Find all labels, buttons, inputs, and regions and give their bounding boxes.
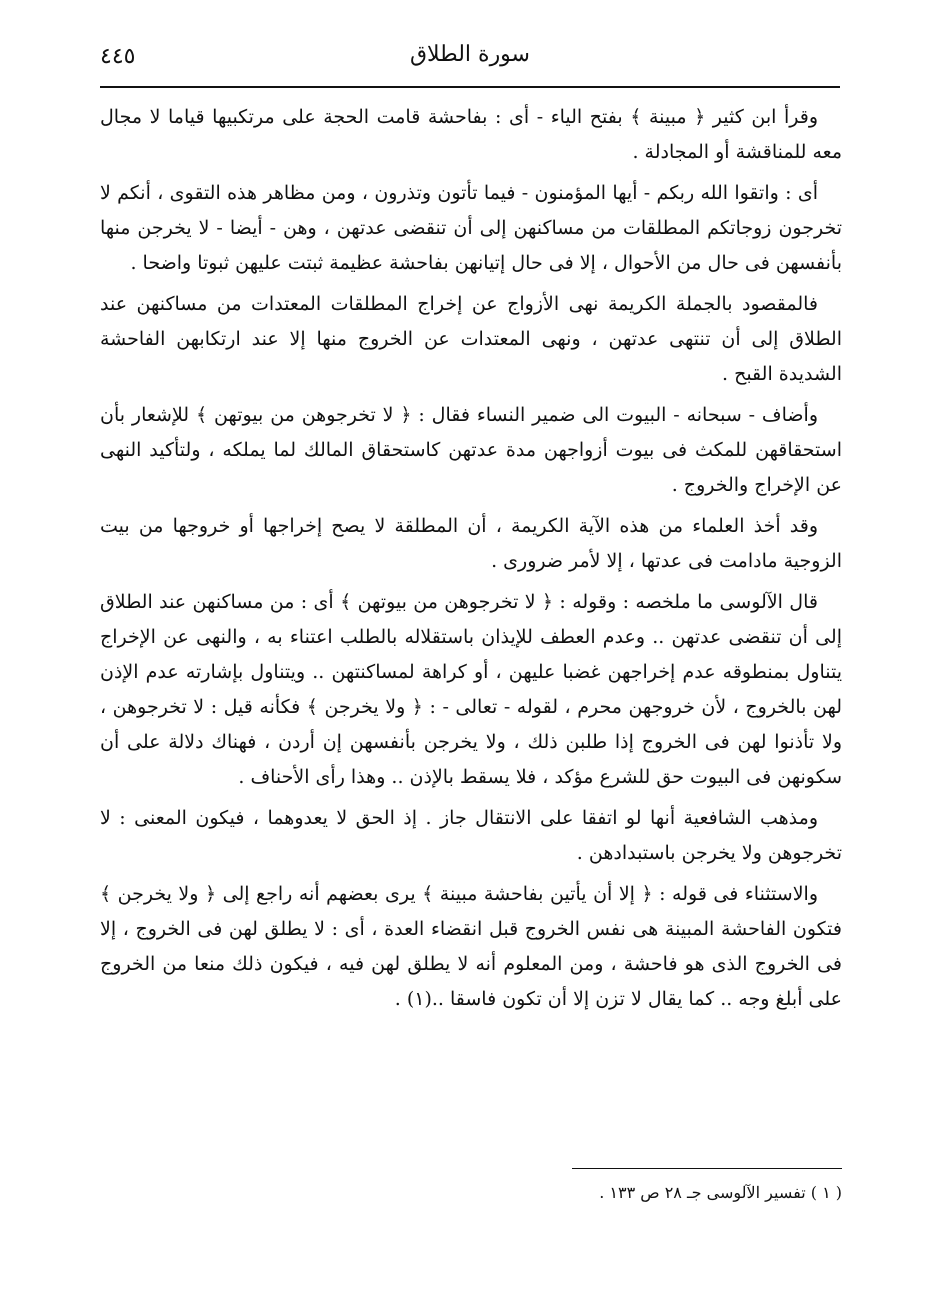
footnote: ( ١ ) تفسير الآلوسى جـ ٢٨ ص ١٣٣ . (599, 1183, 842, 1202)
body-text (100, 100, 842, 1023)
paragraph: والاستثناء فى قوله : ﴿ إلا أن يأتين بفاحشة مبينة ﴾ يرى بعضهم أنه راجع إلى ﴿ ولا يخرجن ﴾ فتكون الفاحشة المبينة هى نفس الخروج قبل انقضاء العدة ، أى : لا يطلق لهن فى الخروج ، إلا فى الخروج الذى هو فاحشة ، ومن المعلوم أنه لا يطلق لهن فيه ، فيكون ذلك منعا من الخروج على أبلغ وجه .. كما يقال لا تزن إلا أن تكون فاسقا ..(١) . (100, 883, 842, 1010)
footnote-rule (572, 1168, 842, 1169)
surah-title: سورة الطلاق (409, 42, 530, 67)
paragraph: وقرأ ابن كثير ﴿ مبينة ﴾ بفتح الياء - أى : بفاحشة قامت الحجة على مرتكبيها قياما لا مجال معه للمناقشة أو المجادلة . (100, 106, 842, 163)
paragraph: فالمقصود بالجملة الكريمة نهى الأزواج عن إخراج المطلقات المعتدات من مساكنهن عند الطلاق إلى أن تنتهى عدتهن ، ونهى المعتدات عن الخروج منها إلا عند ارتكابهن الفاحشة الشديدة القبح . (100, 293, 842, 385)
page-number: ٤٤٥ (100, 44, 136, 69)
paragraph: وأضاف - سبحانه - البيوت الى ضمير النساء فقال : ﴿ لا تخرجوهن من بيوتهن ﴾ للإشعار بأن استحقاقهن للمكث فى بيوت أزواجهن مدة عدتهن كاستحقاق المالك لما يملكه ، ولتأكيد النهى عن الإخراج والخروج . (100, 404, 842, 496)
paragraph: قال الآلوسى ما ملخصه : وقوله : ﴿ لا تخرجوهن من بيوتهن ﴾ أى : من مساكنهن عند الطلاق إلى أن تنقضى عدتهن .. وعدم العطف للإيذان باستقلاله بالطلب اعتناء به ، والنهى عن الإخراج يتناول بمنطوقه عدم إخراجهن غضبا عليهن ، أو كراهة لمساكنتهن .. ويتناول بإشارته عدم الإذن لهن بالخروج ، لأن خروجهن محرم ، لقوله - تعالى - : ﴿ ولا يخرجن ﴾ فكأنه قيل : لا تخرجوهن ، ولا تأذنوا لهن فى الخروج إذا طلبن ذلك ، ولا يخرجن بأنفسهن إن أردن ، فهناك دلالة على أن سكونهن فى البيوت حق للشرع مؤكد ، فلا يسقط بالإذن .. وهذا رأى الأحناف . (100, 591, 842, 788)
header-rule (100, 86, 840, 88)
page-header (100, 40, 840, 84)
paragraph: أى : واتقوا الله ربكم - أيها المؤمنون - فيما تأتون وتذرون ، ومن مظاهر هذه التقوى ، أنكم لا تخرجون زوجاتكم المطلقات من مساكنهن إلى أن تنقضى عدتهن ، وهن - أيضا - لا يخرجن منها بأنفسهن فى حال من الأحوال ، إلا فى حال إتيانهن بفاحشة عظيمة ثبتت عليهن ثبوتا واضحا . (100, 182, 842, 274)
paragraph: ومذهب الشافعية أنها لو اتفقا على الانتقال جاز . إذ الحق لا يعدوهما ، فيكون المعنى : لا تخرجوهن ولا يخرجن باستبدادهن . (100, 807, 842, 864)
paragraph: وقد أخذ العلماء من هذه الآية الكريمة ، أن المطلقة لا يصح إخراجها أو خروجها من بيت الزوجية مادامت فى عدتها ، إلا لأمر ضرورى . (100, 515, 842, 572)
